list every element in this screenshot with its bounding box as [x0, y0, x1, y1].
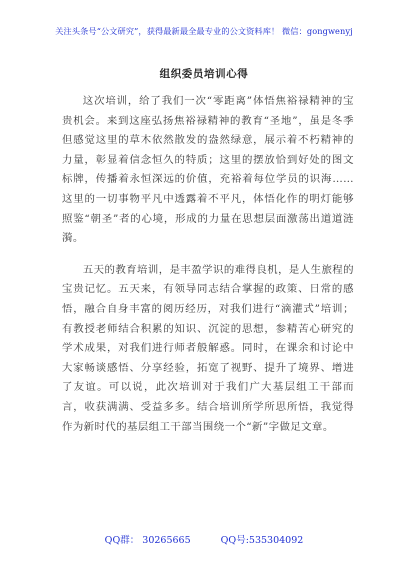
document-title: 组织委员培训心得 — [159, 68, 249, 80]
paragraph-2: 五天的教育培训，是丰盈学识的难得良机，是人生旅程的宝贵记忆。五天来，有领导同志结合掌握的政策、日常的感悟，融合自身丰富的阅历经历，对我们进行“滴灌式”培训；有教授老师结合积累的知识、沉淀的思想，参精苦心研究的学术成果，对我们进行师者般解惑。同时，在课余和讨论中大家畅谈感悟、分享经验，拓宽了视野、提升了境界、增进了友谊。可以说，此次培训对于我们广大基层组工干部而言，收获满满、受益多多。结合培训所学所思所悟，我觉得作为新时代的基层组工干部当围绕一个“新”字做足文章。 — [62, 263, 354, 433]
footer-contact — [0, 532, 408, 546]
document-body — [62, 92, 354, 449]
paragraph-1: 这次培训，给了我们一次“零距离”体悟焦裕禄精神的宝贵机会。来到这座弘扬焦裕禄精神的教育“圣地”，虽是冬季但感觉这里的草木依然散发的盎然绿意，展示着不朽精神的力量，彰显着信念恒久的特质；这里的摆放恰到好处的图文标牌，传播着永恒深远的价值，充裕着每位学员的识海……这里的一切事物平凡中透露着不平凡，体悟化作的明灯能够照鉴“朝圣”者的心境，形成的力量在思想层面激荡出道道涟漪。 — [62, 95, 354, 245]
qq-number: QQ号:535304092 — [220, 535, 304, 546]
header-banner: 关注头条号“公文研究”，获得最新最全最专业的公文资料库！ 微信：gongwenyj — [55, 26, 353, 36]
qq-group-number: QQ群： 30265665 — [104, 535, 191, 546]
